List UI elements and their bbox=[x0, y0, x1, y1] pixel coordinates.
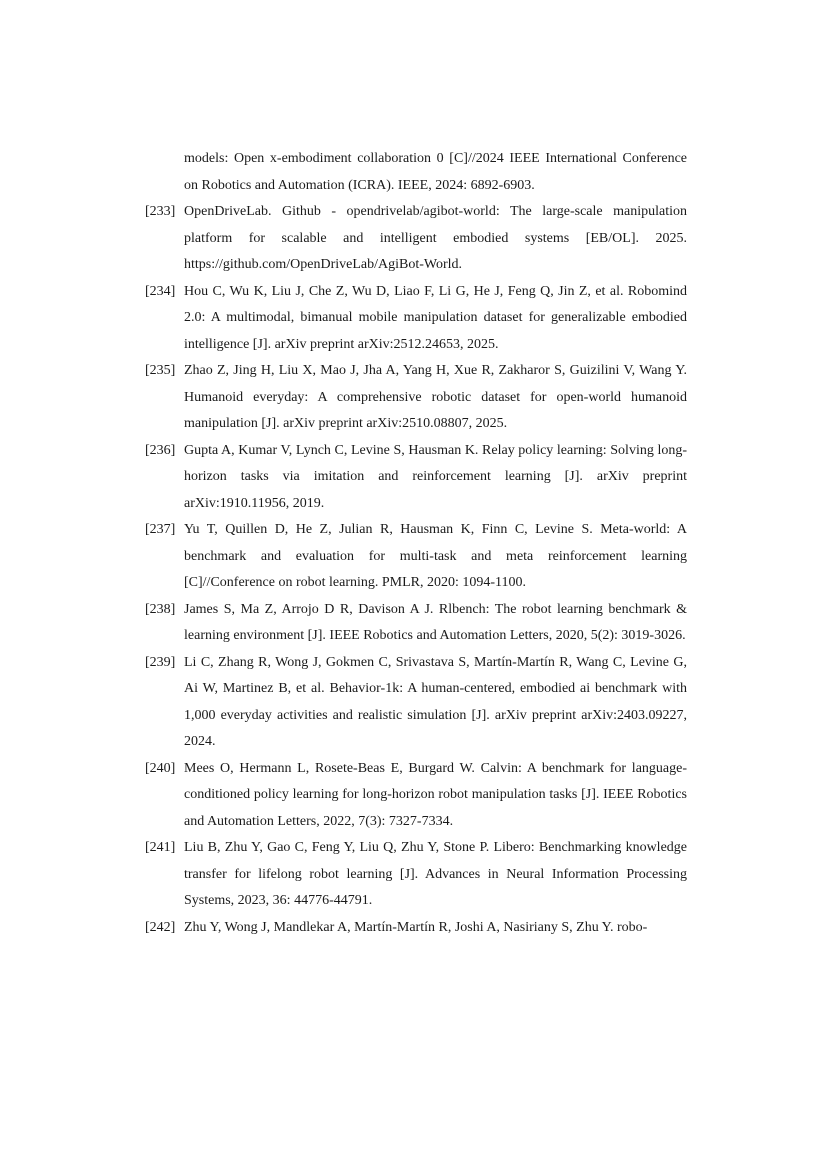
reference-number: [235] bbox=[145, 363, 176, 378]
reference-number: [241] bbox=[145, 840, 176, 855]
reference-entry bbox=[145, 146, 687, 199]
reference-list bbox=[145, 146, 687, 941]
reference-entry bbox=[145, 650, 687, 756]
reference-text: Hou C, Wu K, Liu J, Che Z, Wu D, Liao F, Li G, He J, Feng Q, Jin Z, et al. Robomind 2.0: A multimodal, bimanual mobile manipulation dataset for generalizable embodied intelligence [J]. arXiv preprint arXiv:2512.24653, 2025. bbox=[184, 283, 687, 352]
reference-number: [237] bbox=[145, 522, 176, 537]
reference-text: models: Open x-embodiment collaboration 0 [C]//2024 IEEE International Conference on Robotics and Automation (ICRA). IEEE, 2024: 6892-6903. bbox=[184, 151, 687, 193]
reference-number: [234] bbox=[145, 283, 176, 299]
reference-entry bbox=[145, 199, 687, 279]
reference-number: [239] bbox=[145, 654, 176, 670]
reference-text: James S, Ma Z, Arrojo D R, Davison A J. Rlbench: The robot learning benchmark & learning environment [J]. IEEE Robotics and Automation Letters, 2020, 5(2): 3019-3026. bbox=[184, 601, 687, 643]
reference-entry bbox=[145, 835, 687, 915]
reference-number: [240] bbox=[145, 760, 176, 776]
reference-entry bbox=[145, 279, 687, 359]
reference-entry bbox=[145, 358, 687, 438]
reference-text: Liu B, Zhu Y, Gao C, Feng Y, Liu Q, Zhu Y, Stone P. Libero: Benchmarking knowledge transfer for lifelong robot learning [J]. Advances in Neural Information Processing Systems, 2023, 36: 44776-44791. bbox=[184, 840, 687, 908]
reference-entry bbox=[145, 597, 687, 650]
reference-entry bbox=[145, 915, 687, 942]
reference-text: Gupta A, Kumar V, Lynch C, Levine S, Hausman K. Relay policy learning: Solving long-horizon tasks via imitation and reinforcement learning [J]. arXiv preprint arXiv:1910.11956, 2019. bbox=[184, 442, 687, 511]
reference-entry bbox=[145, 517, 687, 597]
reference-number: [242] bbox=[145, 919, 176, 935]
reference-text: Zhu Y, Wong J, Mandlekar A, Martín-Martín R, Joshi A, Nasiriany S, Zhu Y. robo- bbox=[184, 919, 648, 935]
reference-text: Zhao Z, Jing H, Liu X, Mao J, Jha A, Yang H, Xue R, Zakharor S, Guizilini V, Wang Y. Humanoid everyday: A comprehensive robotic dataset for open-world humanoid manipulation [J]. arXiv preprint arXiv:2510.08807, 2025. bbox=[184, 363, 687, 431]
reference-text: Yu T, Quillen D, He Z, Julian R, Hausman K, Finn C, Levine S. Meta-world: A benchmark and evaluation for multi-task and meta reinforcement learning [C]//Conference on robot learning. PMLR, 2020: 1094-1100. bbox=[184, 522, 687, 590]
reference-number: [233] bbox=[145, 204, 176, 219]
reference-text: Li C, Zhang R, Wong J, Gokmen C, Srivastava S, Martín-Martín R, Wang C, Levine G, Ai W, Martinez B, et al. Behavior-1k: A human-centered, embodied ai benchmark with 1,000 everyday activities and realistic simulation [J]. arXiv preprint arXiv:2403.09227, 2024. bbox=[184, 654, 687, 749]
reference-text: OpenDriveLab. Github - opendrivelab/agibot-world: The large-scale manipulation platform for scalable and intelligent embodied systems [EB/OL]. 2025. https://github.com/OpenDriveLab/AgiBot-World. bbox=[184, 204, 687, 272]
reference-entry bbox=[145, 756, 687, 836]
reference-text: Mees O, Hermann L, Rosete-Beas E, Burgard W. Calvin: A benchmark for language-conditioned policy learning for long-horizon robot manipulation tasks [J]. IEEE Robotics and Automation Letters, 2022, 7(3): 7327-7334. bbox=[184, 760, 687, 829]
reference-number: [236] bbox=[145, 442, 176, 458]
reference-entry bbox=[145, 438, 687, 518]
reference-number: [238] bbox=[145, 601, 176, 617]
